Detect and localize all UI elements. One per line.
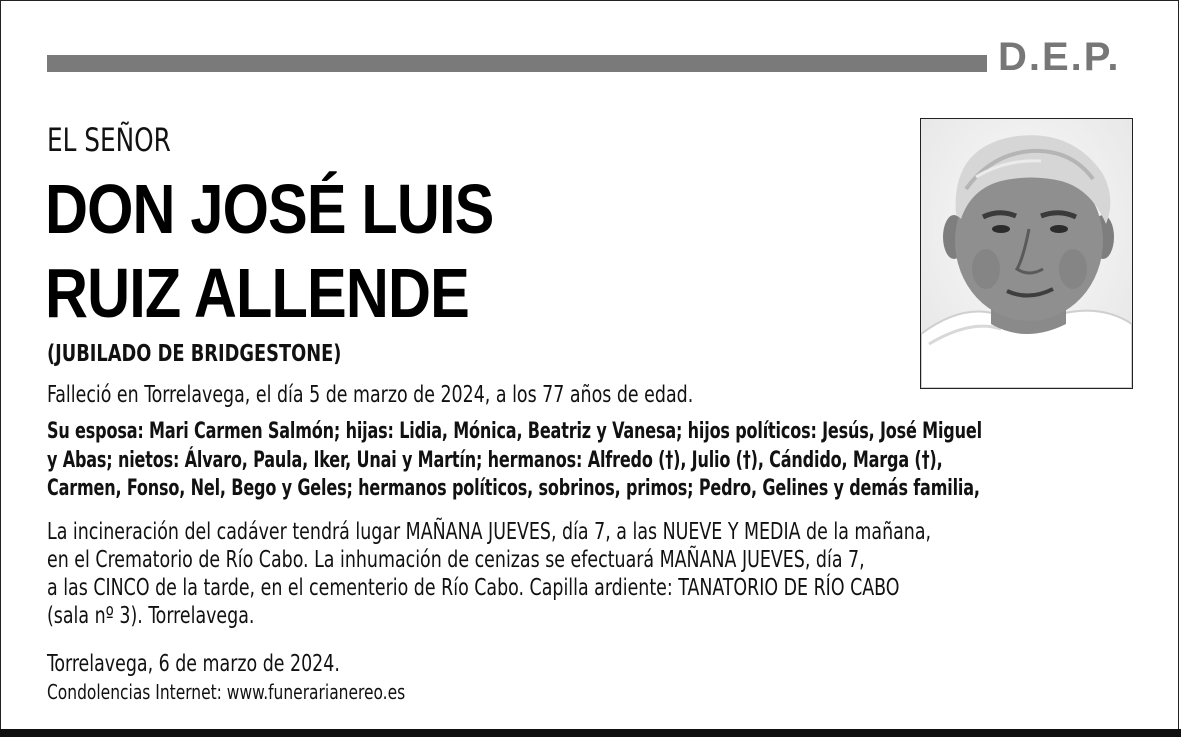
service-line-3: a las CINCO de la tarde, en el cementerio de Río Cabo. Capilla ardiente: TANATORIO DE RÍO CABO: [47, 575, 900, 601]
name-line-2: RUIZ ALLENDE: [45, 254, 469, 332]
deceased-name: [45, 167, 494, 335]
dep-heading: D.E.P.: [998, 35, 1121, 79]
name-line-1: DON JOSÉ LUIS: [45, 170, 494, 248]
footer-rule: [0, 729, 1181, 737]
service-line-4: (sala nº 3). Torrelavega.: [47, 603, 255, 629]
family-line-1: Su esposa: Mari Carmen Salmón; hijas: Lidia, Mónica, Beatriz y Vanesa; hijos políticos: Jesús, José Miguel: [47, 419, 982, 444]
place-date: Torrelavega, 6 de marzo de 2024.: [47, 651, 340, 677]
title-prefix: EL SEÑOR: [47, 121, 171, 159]
condolences-line: Condolencias Internet: www.funerarianereo.es: [47, 680, 406, 704]
header-rule: [47, 55, 987, 72]
death-notice: Falleció en Torrelavega, el día 5 de marzo de 2024, a los 77 años de edad.: [47, 382, 694, 408]
portrait-photo: [920, 118, 1133, 389]
family-line-3: Carmen, Fonso, Nel, Bego y Geles; hermanos políticos, sobrinos, primos; Pedro, Gelines y demás familia,: [47, 476, 980, 501]
service-line-1: La incineración del cadáver tendrá lugar MAÑANA JUEVES, día 7, a las NUEVE Y MEDIA de la mañana,: [47, 519, 932, 545]
service-line-2: en el Crematorio de Río Cabo. La inhumación de cenizas se efectuará MAÑANA JUEVES, día 7,: [47, 547, 865, 573]
family-line-2: y Abas; nietos: Álvaro, Paula, Iker, Unai y Martín; hermanos: Alfredo (†), Julio (†), Cándido, Marga (†),: [47, 447, 943, 473]
occupation: (JUBILADO DE BRIDGESTONE): [47, 341, 342, 367]
family-list: [47, 418, 982, 504]
service-details: [47, 518, 931, 630]
portrait-image: [921, 119, 1132, 388]
